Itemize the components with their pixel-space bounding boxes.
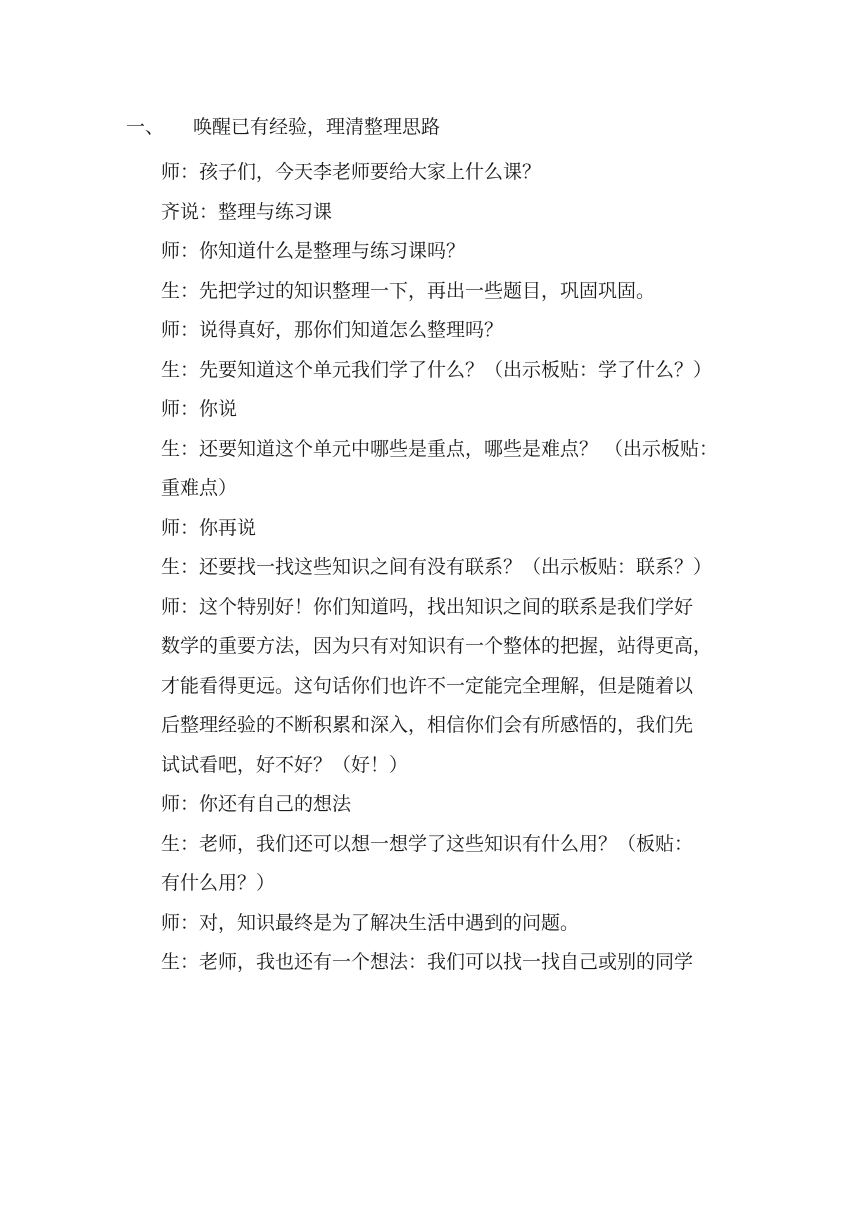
text-line: 师：你说: [161, 398, 238, 420]
section-title: 唤醒已有经验，理清整理思路: [193, 116, 441, 138]
text-line: 重难点）: [161, 477, 238, 499]
text-line: 生：还要找一找这些知识之间有没有联系？（出示板贴：联系？）: [161, 556, 713, 578]
section-heading: [126, 112, 440, 142]
text-line: 师：对，知识最终是为了解决生活中遇到的问题。: [161, 911, 580, 934]
text-line: 数学的重要方法，因为只有对知识有一个整体的把握，站得更高，: [161, 635, 713, 657]
text-line: 师：你知道什么是整理与练习课吗？: [161, 240, 466, 262]
text-line: 生：先把学过的知识整理一下，再出一些题目，巩固巩固。: [161, 279, 656, 302]
text-line: 生：还要知道这个单元中哪些是重点，哪些是难点？ （出示板贴：: [161, 437, 719, 460]
text-line: 有什么用？）: [161, 872, 276, 894]
text-line: 师：这个特别好！你们知道吗，找出知识之间的联系是我们学好: [161, 595, 694, 618]
text-line: 师：孩子们，今天李老师要给大家上什么课？: [161, 161, 542, 183]
text-line: 师：你还有自己的想法: [161, 793, 352, 815]
text-line: 才能看得更远。这句话你们也许不一定能完全理解，但是随着以: [161, 674, 694, 697]
text-line: 生：先要知道这个单元我们学了什么？（出示板贴：学了什么？）: [161, 358, 713, 381]
text-line: 师：你再说: [161, 516, 257, 539]
text-line: 试试看吧，好不好？（好！）: [161, 753, 409, 776]
text-line: 生：老师，我们还可以想一想学了这些知识有什么用？（板贴：: [161, 832, 694, 855]
text-line: 师：说得真好，那你们知道怎么整理吗？: [161, 319, 504, 341]
text-line: 后整理经验的不断积累和深入，相信你们会有所感悟的，我们先: [161, 714, 694, 736]
text-line: 齐说：整理与练习课: [161, 200, 333, 223]
section-number: 一、: [126, 116, 165, 138]
text-line: 生：老师，我也还有一个想法：我们可以找一找自己或别的同学: [161, 951, 694, 973]
dialogue-body: [161, 156, 736, 986]
